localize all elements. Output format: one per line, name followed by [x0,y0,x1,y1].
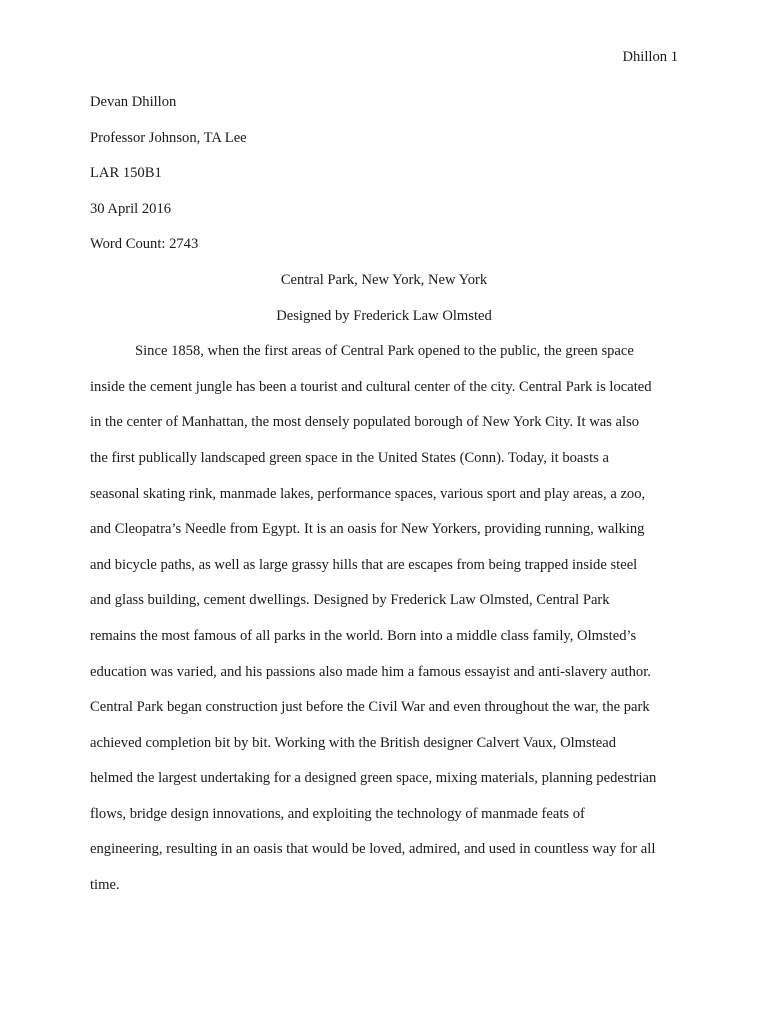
body-line: helmed the largest undertaking for a designed green space, mixing materials, planning pedestrian [90,770,657,787]
body-line: engineering, resulting in an oasis that would be loved, admired, and used in countless way for all [90,841,656,858]
body-line: time. [90,877,120,894]
body-paragraph [90,340,678,910]
body-line: the first publically landscaped green space in the United States (Conn). Today, it boasts a [90,449,609,466]
body-line: Central Park began construction just before the Civil War and even throughout the war, the park [90,699,650,716]
course-code: LAR 150B1 [90,165,162,182]
running-head: Dhillon 1 [622,49,678,65]
body-line: inside the cement jungle has been a tourist and cultural center of the city. Central Park is located [90,378,652,395]
body-line: achieved completion bit by bit. Working with the British designer Calvert Vaux, Olmstead [90,734,617,751]
mla-heading-block [90,91,678,910]
paper-subtitle: Designed by Frederick Law Olmsted [276,307,492,324]
body-line: flows, bridge design innovations, and exploiting the technology of manmade feats of [90,805,585,822]
body-line: and glass building, cement dwellings. Designed by Frederick Law Olmsted, Central Park [90,592,610,609]
author-name: Devan Dhillon [90,94,177,110]
body-line: Since 1858, when the first areas of Central Park opened to the public, the green space [135,343,634,360]
paper-title: Central Park, New York, New York [280,271,488,288]
body-line: education was varied, and his passions also made him a famous essayist and anti-slavery author. [90,663,651,680]
body-line: and Cleopatra’s Needle from Egypt. It is an oasis for New Yorkers, providing running, walking [90,521,645,538]
word-count: Word Count: 2743 [90,236,199,253]
body-line: seasonal skating rink, manmade lakes, performance spaces, various sport and play areas, a zoo, [90,485,646,502]
body-line: in the center of Manhattan, the most densely populated borough of New York City. It was also [90,414,640,431]
paper-date: 30 April 2016 [90,200,172,217]
body-line: and bicycle paths, as well as large grassy hills that are escapes from being trapped inside steel [90,556,638,573]
instructor-name: Professor Johnson, TA Lee [90,129,247,146]
body-line: remains the most famous of all parks in the world. Born into a middle class family, Olmsted’s [90,627,637,644]
